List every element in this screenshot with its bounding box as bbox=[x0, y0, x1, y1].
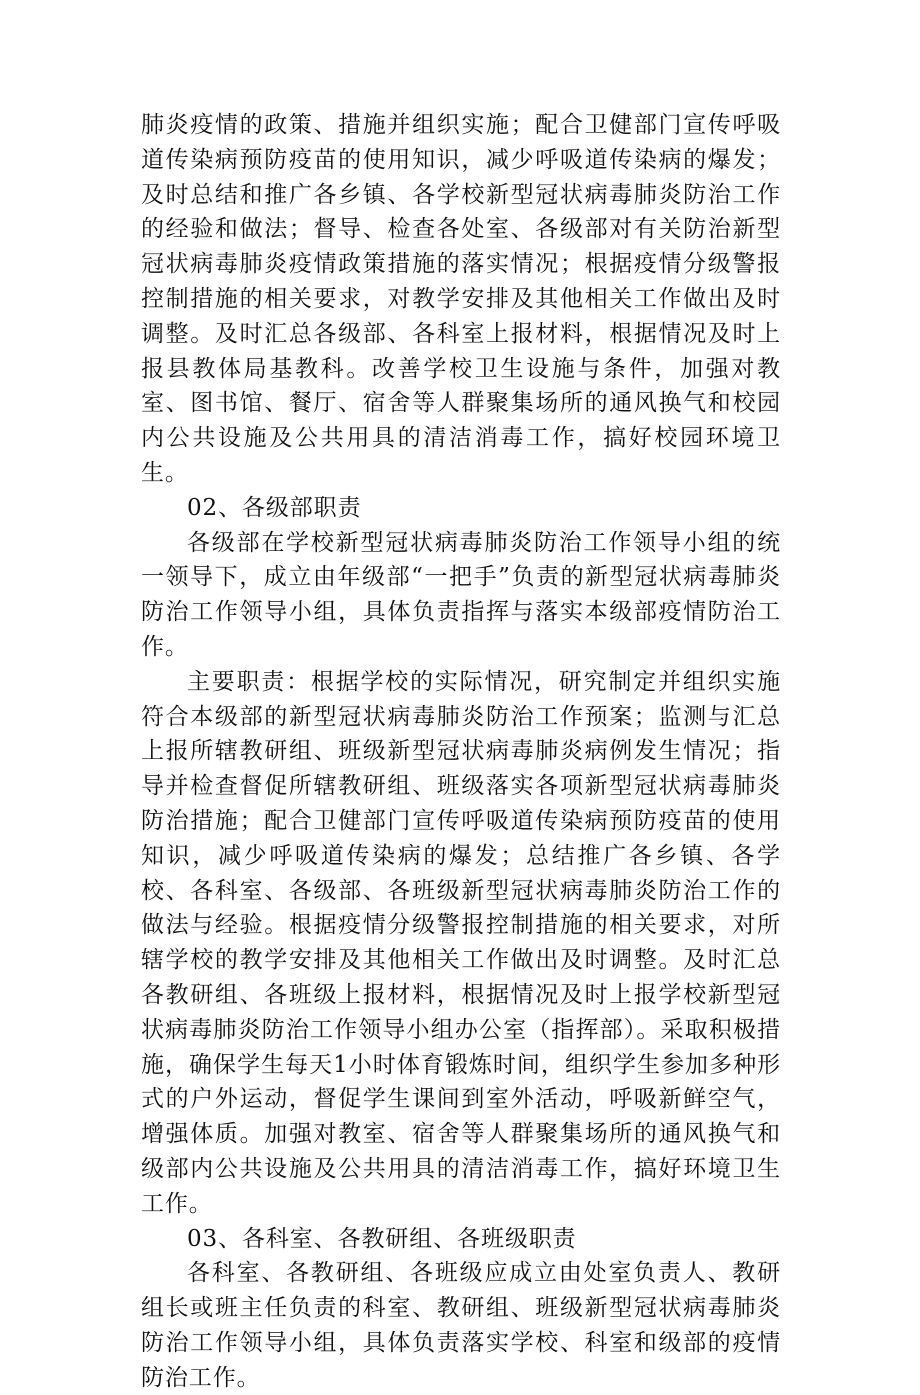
section-heading-office-duties: 03、各科室、各教研组、各班级职责 bbox=[187, 1225, 577, 1252]
paragraph-grade-duties: 主要职责：根据学校的实际情况，研究制定并组织实施符合本级部的新型冠状病毒肺炎防治工作预案；监测与汇总上报所辖教研组、班级新型冠状病毒肺炎病例发生情况；指导并检查督促所辖教研组、班级落实各项新型冠状病毒肺炎防治措施；配合卫健部门宣传呼吸道传染病预防疫苗的使用知识，减少呼吸道传染病的爆发；总结推广各乡镇、各学校、各科室、各级部、各班级新型冠状病毒肺炎防治工作的做法与经验。根据疫情分级警报控制措施的相关要求，对所辖学校的教学安排及其他相关工作做出及时调整。及时汇总各教研组、各班级上报材料，根据情况及时上报学校新型冠状病毒肺炎防治工作领导小组办公室（指挥部）。采取积极措施，确保学生每天1小时体育锻炼时间，组织学生参加多种形式的户外运动，督促学生课间到室外活动，呼吸新鲜空气，增强体质。加强对教室、宿舍等人群聚集场所的通风换气和级部内公共设施及公共用具的清洁消毒工作，搞好环境卫生工作。 bbox=[141, 668, 781, 1217]
paragraph-continued: 肺炎疫情的政策、措施并组织实施；配合卫健部门宣传呼吸道传染病预防疫苗的使用知识，减少呼吸道传染病的爆发；及时总结和推广各乡镇、各学校新型冠状病毒肺炎防治工作的经验和做法；督导、检查各处室、各级部对有关防治新型冠状病毒肺炎疫情政策措施的落实情况；根据疫情分级警报控制措施的相关要求，对教学安排及其他相关工作做出及时调整。及时汇总各级部、各科室上报材料，根据情况及时上报县教体局基教科。改善学校卫生设施与条件，加强对教室、图书馆、餐厅、宿舍等人群聚集场所的通风换气和校园内公共设施及公共用具的清洁消毒工作，搞好校园环境卫生。 bbox=[141, 112, 781, 486]
paragraph-grade-intro: 各级部在学校新型冠状病毒肺炎防治工作领导小组的统一领导下，成立由年级部“一把手”负责的新型冠状病毒肺炎防治工作领导小组，具体负责指挥与落实本级部疫情防治工作。 bbox=[141, 529, 781, 660]
paragraph-office-intro: 各科室、各教研组、各班级应成立由处室负责人、教研组长或班主任负责的科室、教研组、班级新型冠状病毒肺炎防治工作领导小组，具体负责落实学校、科室和级部的疫情防治工作。 bbox=[141, 1260, 781, 1391]
document-page bbox=[141, 108, 781, 1395]
section-heading-grade-duties: 02、各级部职责 bbox=[187, 494, 362, 521]
